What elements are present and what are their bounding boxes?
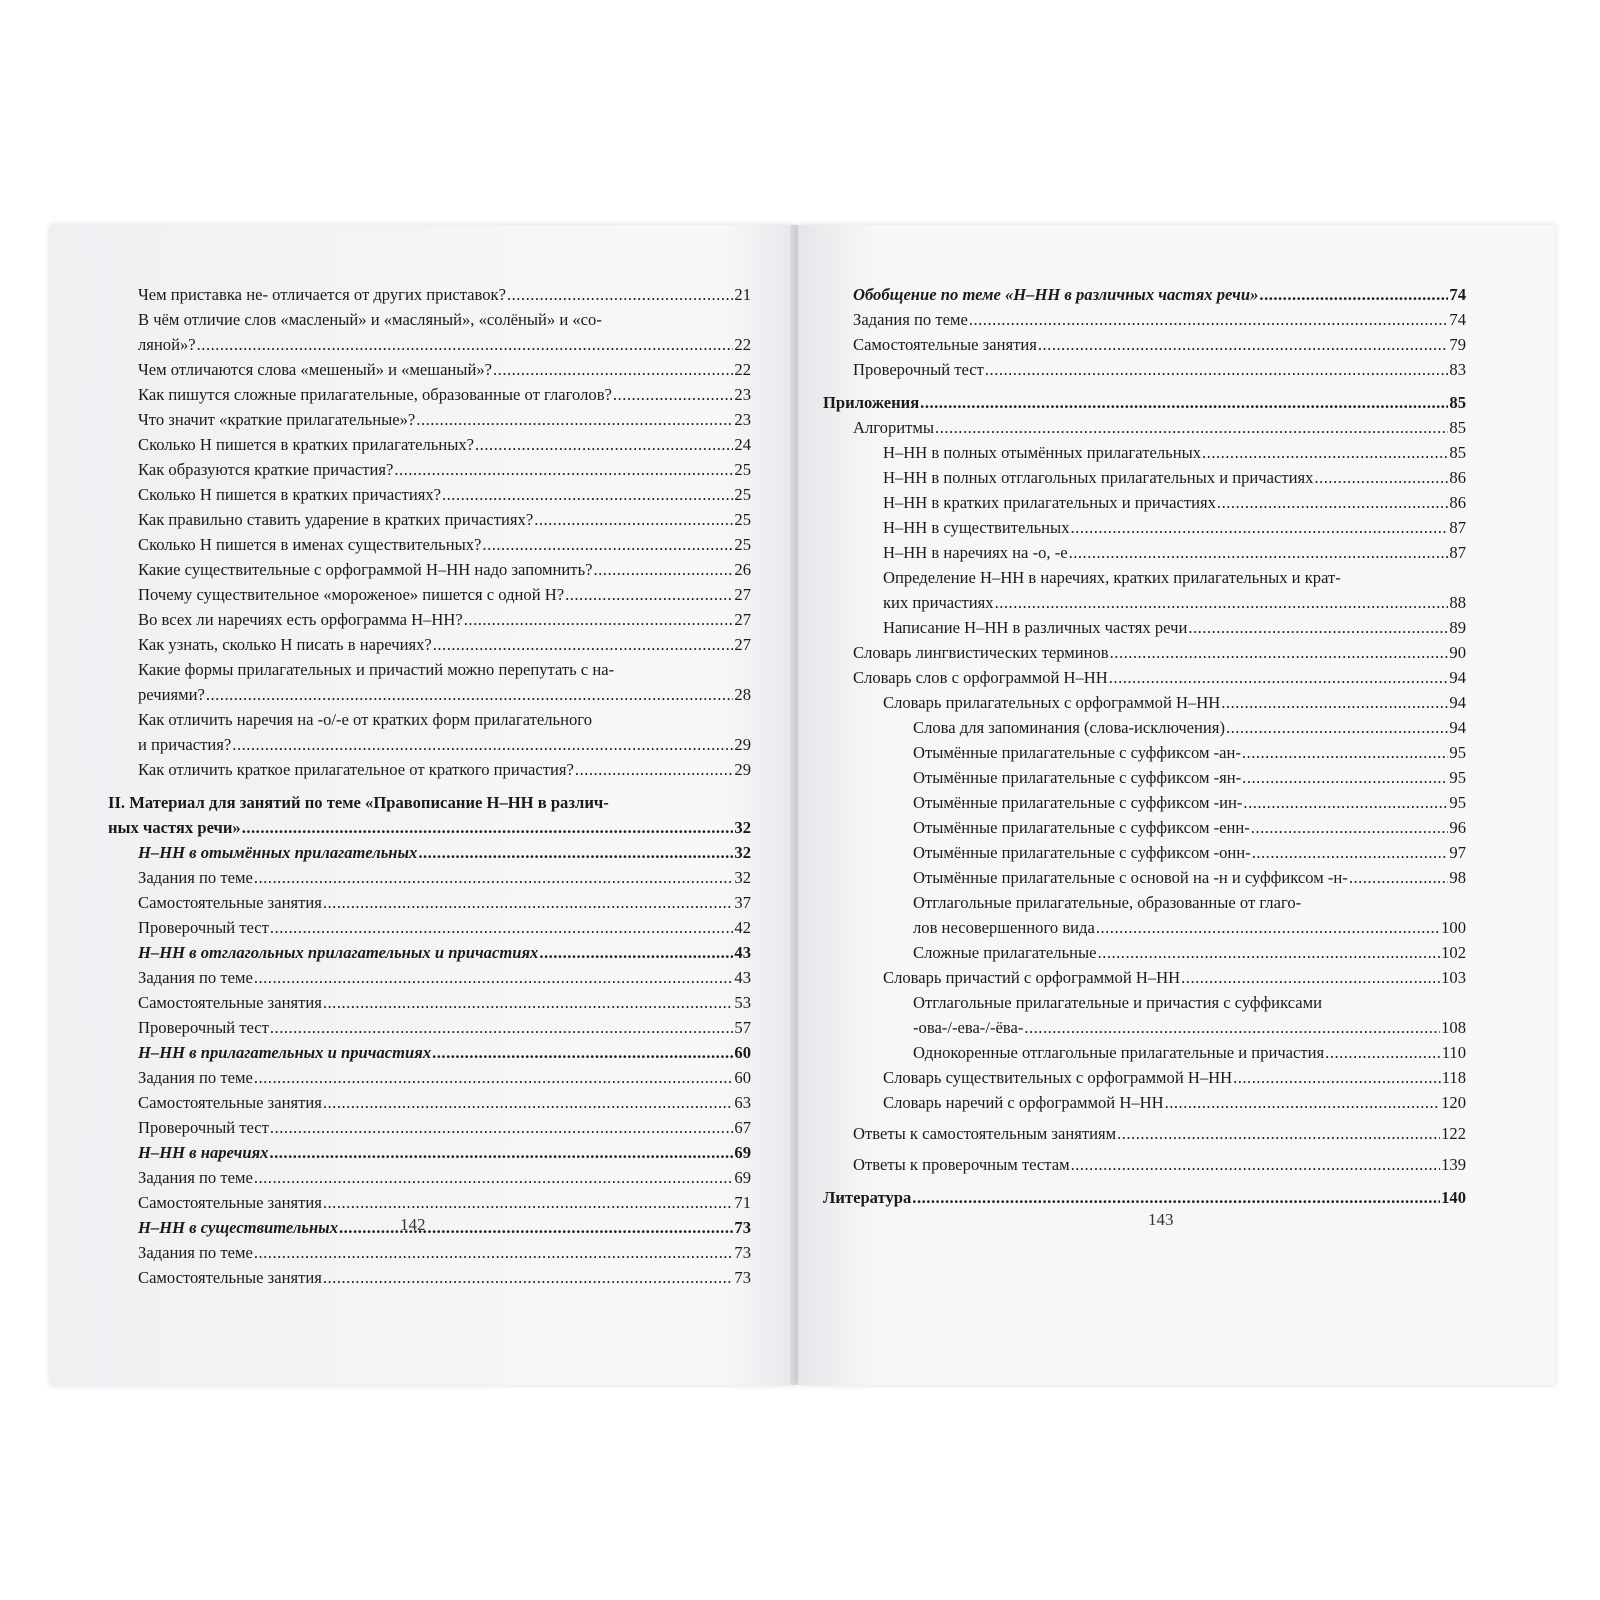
toc-entry — [108, 1015, 751, 1040]
dot-leader — [197, 332, 734, 357]
dot-leader — [1202, 440, 1448, 465]
toc-entry — [108, 940, 751, 965]
toc-entry — [823, 1185, 1466, 1210]
toc-entry — [823, 540, 1466, 565]
toc-entry — [108, 382, 751, 407]
toc-entry-page: 69 — [734, 1168, 751, 1187]
toc-entry-page: 69 — [734, 1143, 751, 1162]
toc-entry — [108, 582, 751, 607]
toc-entry-title-continuation: ких причастиях — [883, 593, 994, 612]
toc-entry-title: Самостоятельные занятия — [138, 993, 322, 1012]
toc-entry-page: 85 — [1449, 393, 1466, 412]
dot-leader — [1221, 690, 1448, 715]
dot-leader — [1188, 615, 1448, 640]
dot-leader — [935, 415, 1448, 440]
toc-entry — [823, 490, 1466, 515]
toc-entry-page: 29 — [734, 735, 751, 754]
dot-leader — [613, 382, 734, 407]
toc-entry-title: Литература — [823, 1188, 912, 1207]
toc-entry — [108, 1165, 751, 1190]
toc-entry-title: Задания по теме — [138, 1068, 253, 1087]
dot-leader — [464, 607, 734, 632]
dot-leader — [1242, 740, 1449, 765]
toc-entry-title: Словарь существительных с орфограммой Н–НН — [883, 1068, 1233, 1087]
toc-entry — [823, 440, 1466, 465]
dot-leader — [539, 940, 733, 965]
toc-entry-page: 79 — [1449, 335, 1466, 354]
toc-entry-page: 26 — [734, 560, 751, 579]
toc-entry — [108, 657, 751, 682]
toc-entry — [108, 707, 751, 732]
toc-entry-title: Проверочный тест — [853, 360, 984, 379]
toc-entry-page: 60 — [734, 1043, 751, 1062]
toc-entry-page: 88 — [1449, 593, 1466, 612]
toc-entry-page: 85 — [1449, 443, 1466, 462]
toc-entry-title: В чём отличие слов «масленый» и «масляный», «солёный» и «со- — [138, 310, 602, 329]
toc-entry-page: 73 — [734, 1268, 751, 1287]
toc-entry — [108, 840, 751, 865]
toc-entry-title: Задания по теме — [138, 1168, 253, 1187]
toc-entry — [823, 565, 1466, 590]
toc-entry — [823, 1040, 1466, 1065]
dot-leader — [594, 557, 734, 582]
toc-entry — [823, 1152, 1466, 1177]
toc-entry-title: Отымённые прилагательные с суффиксом -ин- — [913, 793, 1243, 812]
dot-leader — [323, 1265, 734, 1290]
toc-entry-page: 25 — [734, 510, 751, 529]
dot-leader — [254, 1165, 734, 1190]
dot-leader — [1251, 815, 1449, 840]
toc-entry-title: Как пишутся сложные прилагательные, образованные от глаголов? — [138, 385, 612, 404]
toc-entry-title: Сложные прилагательные — [913, 943, 1097, 962]
toc-entry-page: 97 — [1449, 843, 1466, 862]
toc-entry-title: Н–НН в существительных — [138, 1218, 338, 1237]
dot-leader — [418, 840, 733, 865]
toc-entry-title: Какие существительные с орфограммой Н–НН надо запомнить? — [138, 560, 593, 579]
toc-entry-title: II. Материал для занятий по теме «Правописание Н–НН в различ- — [108, 793, 609, 812]
toc-entry-title-continuation: ных частях речи» — [108, 818, 241, 837]
toc-entry-title: Задания по теме — [138, 868, 253, 887]
dot-leader — [206, 682, 734, 707]
toc-entry — [108, 307, 751, 332]
toc-entry — [108, 1240, 751, 1265]
page-number: 142 — [400, 1215, 426, 1234]
toc-entry — [108, 1215, 751, 1240]
toc-entry-page: 23 — [734, 410, 751, 429]
dot-leader — [1165, 1090, 1441, 1115]
toc-entry — [108, 915, 751, 940]
toc-entry — [108, 407, 751, 432]
toc-entry-page: 140 — [1441, 1188, 1466, 1207]
toc-entry-title: Н–НН в полных отымённых прилагательных — [883, 443, 1202, 462]
toc-entry-title: Отымённые прилагательные с основой на -н и суффиксом -н- — [913, 868, 1348, 887]
dot-leader — [323, 890, 734, 915]
toc-entry-page: 43 — [734, 968, 751, 987]
toc-entry-title: Самостоятельные занятия — [853, 335, 1037, 354]
toc-entry — [108, 1140, 751, 1165]
toc-entry-title: Написание Н–НН в различных частях речи — [883, 618, 1188, 637]
toc-entry-title: Как узнать, сколько Н писать в наречиях? — [138, 635, 432, 654]
toc-entry-page: 27 — [734, 610, 751, 629]
toc-entry-title: Н–НН в существительных — [883, 518, 1070, 537]
dot-leader — [534, 507, 733, 532]
toc-entry — [108, 607, 751, 632]
toc-entry-page: 98 — [1449, 868, 1466, 887]
toc-entry-page: 83 — [1449, 360, 1466, 379]
toc-entry-page: 96 — [1449, 818, 1466, 837]
toc-entry-page: 120 — [1441, 1093, 1466, 1112]
dot-leader — [1252, 840, 1449, 865]
toc-entry-page: 32 — [734, 868, 751, 887]
dot-leader — [995, 590, 1449, 615]
dot-leader — [254, 865, 734, 890]
toc-entry-page: 73 — [734, 1218, 751, 1237]
toc-entry-title: Как правильно ставить ударение в кратких причастиях? — [138, 510, 534, 529]
toc-entry-page: 21 — [734, 285, 751, 304]
toc-entry-page: 73 — [734, 1243, 751, 1262]
toc-entry — [823, 715, 1466, 740]
toc-entry-continuation — [823, 1015, 1466, 1040]
toc-entry-title: Проверочный тест — [138, 1118, 269, 1137]
toc-entry-page: 95 — [1449, 743, 1466, 762]
dot-leader — [270, 915, 734, 940]
toc-entry-page: 74 — [1449, 285, 1466, 304]
toc-entry-title: Самостоятельные занятия — [138, 1193, 322, 1212]
toc-entry — [108, 1090, 751, 1115]
dot-leader — [254, 1240, 734, 1265]
toc-entry — [823, 890, 1466, 915]
dot-leader — [1110, 640, 1449, 665]
dot-leader — [270, 1115, 734, 1140]
dot-leader — [1071, 1152, 1441, 1177]
toc-entry-page: 122 — [1441, 1124, 1466, 1143]
dot-leader — [442, 482, 733, 507]
toc-entry-title: Словарь лингвистических терминов — [853, 643, 1109, 662]
toc-entry-title: Как отличить наречия на -о/-е от кратких форм прилагательного — [138, 710, 592, 729]
toc-entry — [823, 1090, 1466, 1115]
toc-entry-title: Чем отличаются слова «мешеный» и «мешаный»? — [138, 360, 493, 379]
toc-entry — [823, 815, 1466, 840]
toc-entry-page: 23 — [734, 385, 751, 404]
dot-leader — [969, 307, 1449, 332]
toc-entry — [823, 1065, 1466, 1090]
toc-entry — [823, 790, 1466, 815]
toc-entry-page: 118 — [1441, 1068, 1466, 1087]
toc-entry — [108, 890, 751, 915]
toc-entry-title: Как отличить краткое прилагательное от краткого причастия? — [138, 760, 574, 779]
toc-entry-page: 108 — [1441, 1018, 1466, 1037]
toc-entry — [823, 690, 1466, 715]
toc-entry — [108, 990, 751, 1015]
dot-leader — [1071, 515, 1449, 540]
toc-entry-page: 42 — [734, 918, 751, 937]
toc-entry — [823, 332, 1466, 357]
toc-entry-continuation — [108, 682, 751, 707]
toc-entry — [823, 282, 1466, 307]
dot-leader — [269, 1140, 733, 1165]
toc-entry-title: Проверочный тест — [138, 918, 269, 937]
dot-leader — [1243, 790, 1448, 815]
toc-entry — [108, 1190, 751, 1215]
toc-entry — [823, 965, 1466, 990]
dot-leader — [1314, 465, 1448, 490]
table-of-contents-left — [108, 282, 751, 1290]
toc-entry-title: Алгоритмы — [853, 418, 935, 437]
toc-entry-continuation — [108, 815, 751, 840]
dot-leader — [323, 990, 734, 1015]
dot-leader — [323, 1190, 734, 1215]
left-page — [50, 225, 795, 1385]
toc-entry — [108, 357, 751, 382]
dot-leader — [1242, 765, 1448, 790]
dot-leader — [1259, 282, 1448, 307]
toc-entry — [108, 557, 751, 582]
dot-leader — [912, 1185, 1440, 1210]
toc-entry — [823, 307, 1466, 332]
toc-entry — [823, 740, 1466, 765]
dot-leader — [1325, 1040, 1441, 1065]
toc-entry — [823, 390, 1466, 415]
toc-entry — [108, 1115, 751, 1140]
toc-entry-page: 110 — [1441, 1043, 1466, 1062]
toc-entry-page: 139 — [1441, 1155, 1466, 1174]
toc-entry-page: 95 — [1449, 793, 1466, 812]
toc-entry-page: 71 — [734, 1193, 751, 1212]
dot-leader — [985, 357, 1449, 382]
toc-entry-page: 22 — [734, 360, 751, 379]
toc-entry-title: Задания по теме — [138, 1243, 253, 1262]
toc-entry-title: Самостоятельные занятия — [138, 893, 322, 912]
toc-entry-title: Словарь прилагательных с орфограммой Н–НН — [883, 693, 1221, 712]
toc-entry-title: Как образуются краткие причастия? — [138, 460, 394, 479]
toc-entry-title: Однокоренные отглагольные прилагательные и причастия — [913, 1043, 1325, 1062]
toc-entry-title: Определение Н–НН в наречиях, кратких прилагательных и крат- — [883, 568, 1341, 587]
toc-entry-title: Словарь причастий с орфограммой Н–НН — [883, 968, 1181, 987]
dot-leader — [1024, 1015, 1440, 1040]
toc-entry-title: Ответы к проверочным тестам — [853, 1155, 1070, 1174]
toc-entry-page: 87 — [1449, 543, 1466, 562]
toc-entry-continuation — [823, 915, 1466, 940]
toc-entry — [108, 865, 751, 890]
toc-entry-continuation — [108, 332, 751, 357]
toc-entry-page: 67 — [734, 1118, 751, 1137]
toc-entry-title: Н–НН в отымённых прилагательных — [138, 843, 418, 862]
dot-leader — [507, 282, 733, 307]
toc-entry — [823, 940, 1466, 965]
toc-entry-page: 29 — [734, 760, 751, 779]
dot-leader — [1117, 1121, 1440, 1146]
dot-leader — [416, 407, 733, 432]
toc-entry-page: 87 — [1449, 518, 1466, 537]
toc-entry-page: 100 — [1441, 918, 1466, 937]
dot-leader — [1069, 540, 1449, 565]
dot-leader — [270, 1015, 734, 1040]
toc-entry-title: Слова для запоминания (слова-исключения) — [913, 718, 1225, 737]
toc-entry-page: 89 — [1449, 618, 1466, 637]
dot-leader — [339, 1215, 733, 1240]
toc-entry-title-continuation: речиями? — [138, 685, 205, 704]
toc-entry-title: Самостоятельные занятия — [138, 1268, 322, 1287]
toc-entry-title: Словарь наречий с орфограммой Н–НН — [883, 1093, 1164, 1112]
toc-entry — [108, 457, 751, 482]
toc-entry-page: 94 — [1449, 668, 1466, 687]
toc-entry — [108, 482, 751, 507]
toc-entry-page: 102 — [1441, 943, 1466, 962]
dot-leader — [1109, 665, 1449, 690]
dot-leader — [232, 732, 733, 757]
toc-entry — [108, 632, 751, 657]
dot-leader — [242, 815, 734, 840]
toc-entry-page: 24 — [734, 435, 751, 454]
toc-entry — [823, 990, 1466, 1015]
toc-entry-title: Словарь слов с орфограммой Н–НН — [853, 668, 1108, 687]
toc-entry-page: 32 — [734, 843, 751, 862]
toc-entry-continuation — [823, 590, 1466, 615]
toc-entry-page: 94 — [1449, 693, 1466, 712]
toc-entry-page: 25 — [734, 460, 751, 479]
right-page — [798, 225, 1555, 1385]
dot-leader — [565, 582, 733, 607]
toc-entry-title-continuation: ляной»? — [138, 335, 196, 354]
dot-leader — [1349, 865, 1449, 890]
toc-entry-title: Н–НН в наречиях на -о, -е — [883, 543, 1068, 562]
dot-leader — [1038, 332, 1449, 357]
toc-entry-title: Какие формы прилагательных и причастий можно перепутать с на- — [138, 660, 615, 679]
toc-entry-title: Приложения — [823, 393, 920, 412]
dot-leader — [482, 532, 733, 557]
toc-entry — [823, 415, 1466, 440]
toc-entry-page: 27 — [734, 635, 751, 654]
table-of-contents-right — [823, 282, 1466, 1210]
toc-entry-title: Н–НН в прилагательных и причастиях — [138, 1043, 432, 1062]
toc-entry-page: 32 — [734, 818, 751, 837]
toc-entry-title: Отымённые прилагательные с суффиксом -ян- — [913, 768, 1242, 787]
toc-entry-page: 86 — [1449, 468, 1466, 487]
toc-entry-page: 53 — [734, 993, 751, 1012]
toc-entry-page: 63 — [734, 1093, 751, 1112]
toc-entry — [108, 790, 751, 815]
toc-entry — [823, 615, 1466, 640]
toc-entry — [823, 465, 1466, 490]
toc-entry-title: Отымённые прилагательные с суффиксом -онн- — [913, 843, 1251, 862]
dot-leader — [394, 457, 733, 482]
toc-entry — [823, 357, 1466, 382]
dot-leader — [323, 1090, 734, 1115]
toc-entry-title: Сколько Н пишется в кратких прилагательных? — [138, 435, 475, 454]
toc-entry-title: Н–НН в полных отглагольных прилагательных и причастиях — [883, 468, 1314, 487]
toc-entry — [108, 282, 751, 307]
toc-entry-title: Отымённые прилагательные с суффиксом -енн- — [913, 818, 1250, 837]
toc-entry-title: Почему существительное «мороженое» пишется с одной Н? — [138, 585, 565, 604]
toc-entry-title: Ответы к самостоятельным занятиям — [853, 1124, 1117, 1143]
toc-entry-page: 37 — [734, 893, 751, 912]
toc-entry-page: 57 — [734, 1018, 751, 1037]
dot-leader — [254, 965, 734, 990]
dot-leader — [1096, 915, 1440, 940]
toc-entry-page: 85 — [1449, 418, 1466, 437]
toc-entry-page: 95 — [1449, 768, 1466, 787]
dot-leader — [1217, 490, 1448, 515]
toc-entry-page: 74 — [1449, 310, 1466, 329]
dot-leader — [433, 632, 734, 657]
toc-entry-title: Самостоятельные занятия — [138, 1093, 322, 1112]
toc-entry-title: Сколько Н пишется в кратких причастиях? — [138, 485, 441, 504]
toc-entry-page: 90 — [1449, 643, 1466, 662]
toc-entry-title: Отглагольные прилагательные, образованные от глаго- — [913, 893, 1302, 912]
toc-entry-title-continuation: -ова-/-ева-/-ёва- — [913, 1018, 1024, 1037]
dot-leader — [920, 390, 1448, 415]
toc-entry-title: Н–НН в кратких прилагательных и причастиях — [883, 493, 1216, 512]
toc-entry — [823, 840, 1466, 865]
dot-leader — [1098, 940, 1441, 965]
toc-entry — [108, 1065, 751, 1090]
book-spread — [50, 225, 1555, 1385]
dot-leader — [1226, 715, 1448, 740]
toc-entry-title: Задания по теме — [853, 310, 968, 329]
toc-entry — [108, 1265, 751, 1290]
toc-entry-page: 103 — [1441, 968, 1466, 987]
toc-entry-page: 22 — [734, 335, 751, 354]
toc-entry-title: Задания по теме — [138, 968, 253, 987]
dot-leader — [1233, 1065, 1441, 1090]
dot-leader — [1181, 965, 1440, 990]
toc-entry-page: 43 — [734, 943, 751, 962]
toc-entry-page: 60 — [734, 1068, 751, 1087]
toc-entry-continuation — [108, 732, 751, 757]
page-number: 143 — [1148, 1210, 1174, 1229]
toc-entry — [108, 1040, 751, 1065]
toc-entry-title: Проверочный тест — [138, 1018, 269, 1037]
toc-entry-page: 25 — [734, 485, 751, 504]
toc-entry-title-continuation: лов несовершенного вида — [913, 918, 1095, 937]
dot-leader — [432, 1040, 733, 1065]
toc-entry-page: 94 — [1449, 718, 1466, 737]
toc-entry — [108, 757, 751, 782]
toc-entry-page: 25 — [734, 535, 751, 554]
toc-entry — [108, 432, 751, 457]
toc-entry-title: Во всех ли наречиях есть орфограмма Н–НН? — [138, 610, 463, 629]
toc-entry-title: Обобщение по теме «Н–НН в различных частях речи» — [853, 285, 1259, 304]
dot-leader — [575, 757, 733, 782]
toc-entry-title-continuation: и причастия? — [138, 735, 232, 754]
toc-entry-title: Что значит «краткие прилагательные»? — [138, 410, 416, 429]
toc-entry — [823, 765, 1466, 790]
toc-entry-title: Н–НН в отглагольных прилагательных и причастиях — [138, 943, 539, 962]
toc-entry-title: Н–НН в наречиях — [138, 1143, 269, 1162]
toc-entry-title: Чем приставка не- отличается от других приставок? — [138, 285, 506, 304]
toc-entry-page: 86 — [1449, 493, 1466, 512]
toc-entry-title: Отымённые прилагательные с суффиксом -ан- — [913, 743, 1241, 762]
toc-entry — [108, 965, 751, 990]
toc-entry-page: 27 — [734, 585, 751, 604]
dot-leader — [254, 1065, 734, 1090]
toc-entry — [823, 1121, 1466, 1146]
toc-entry — [823, 665, 1466, 690]
dot-leader — [493, 357, 733, 382]
toc-entry-page: 28 — [734, 685, 751, 704]
toc-entry — [823, 640, 1466, 665]
toc-entry — [108, 507, 751, 532]
toc-entry-title: Отглагольные прилагательные и причастия с суффиксами — [913, 993, 1323, 1012]
toc-entry-title: Сколько Н пишется в именах существительных? — [138, 535, 482, 554]
toc-entry — [823, 865, 1466, 890]
toc-entry — [108, 532, 751, 557]
dot-leader — [475, 432, 733, 457]
toc-entry — [823, 515, 1466, 540]
